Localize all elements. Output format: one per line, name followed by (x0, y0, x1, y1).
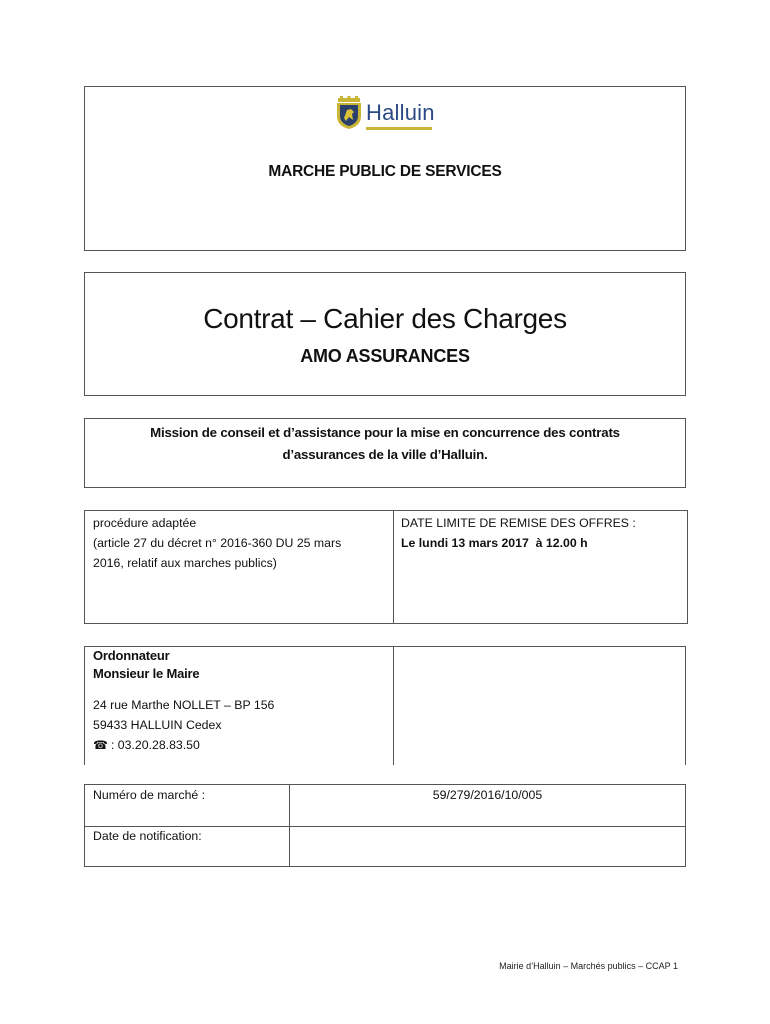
phone-number: : 03.20.28.83.50 (110, 738, 200, 752)
document-title: Contrat – Cahier des Charges (203, 303, 567, 334)
notification-date-row (85, 826, 685, 867)
market-number-label: Numéro de marché : (93, 788, 206, 802)
procedure-reference-line-1: (article 27 du décret n° 2016-360 DU 25 mars (93, 536, 342, 550)
city-crest-icon (334, 96, 364, 130)
market-number-row (85, 785, 685, 827)
title-box (84, 272, 686, 396)
page-footer: Mairie d’Halluin – Marchés publics – CCAP 1 (499, 961, 678, 971)
telephone-icon: ☎ (93, 738, 108, 752)
ordonnateur-name: Monsieur le Maire (93, 666, 200, 681)
deadline-label: DATE LIMITE DE REMISE DES OFFRES : (401, 516, 636, 530)
mission-description (125, 422, 645, 466)
procedure-cell (85, 511, 394, 623)
market-number-value: 59/279/2016/10/005 (432, 788, 543, 802)
procedure-reference-line-2: 2016, relatif aux marches publics) (93, 556, 277, 570)
halluin-logo (334, 95, 444, 131)
address-line-2: 59433 HALLUIN Cedex (93, 718, 222, 732)
notification-date-label: Date de notification: (93, 829, 202, 843)
header-box (84, 86, 686, 251)
mission-line-2: d’assurances de la ville d’Halluin. (282, 447, 488, 462)
mission-line-1: Mission de conseil et d’assistance pour la mise en concurrence des contrats (150, 425, 620, 440)
deadline-value: Le lundi 13 mars 2017 à 12.00 h (401, 536, 588, 550)
address-line-1: 24 rue Marthe NOLLET – BP 156 (93, 698, 275, 712)
market-number-table (84, 784, 686, 867)
ordonnateur-cell (85, 647, 394, 765)
mission-box (84, 418, 686, 488)
logo-underline (366, 127, 432, 130)
ordonnateur-table (84, 646, 686, 765)
ordonnateur-empty-cell (394, 647, 685, 765)
procedure-type: procédure adaptée (93, 516, 197, 530)
ordonnateur-title: Ordonnateur (93, 648, 170, 663)
logo-text: Halluin (366, 100, 435, 125)
deadline-cell (394, 511, 687, 623)
document-subtitle: AMO ASSURANCES (300, 346, 470, 366)
market-type-heading: MARCHE PUBLIC DE SERVICES (268, 163, 502, 180)
phone-line (93, 735, 387, 755)
procedure-table (84, 510, 688, 624)
